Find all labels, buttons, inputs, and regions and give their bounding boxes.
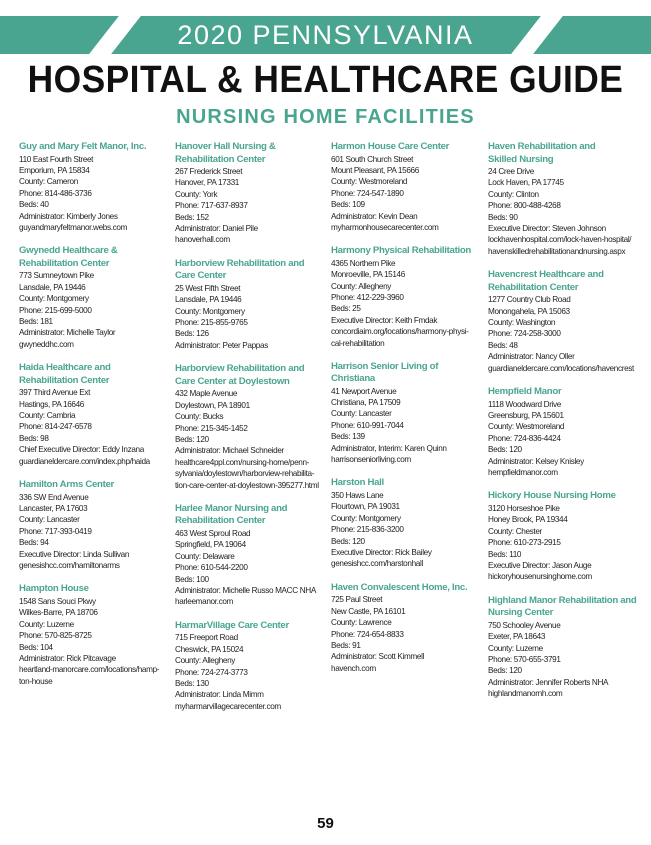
facility-detail: heartland-manorcare.com/locations/hamp- bbox=[19, 665, 160, 675]
facility-detail: Phone: 215-836-3200 bbox=[331, 525, 404, 535]
facility-entry bbox=[488, 269, 638, 374]
facility-detail: 110 East Fourth Street bbox=[19, 154, 94, 164]
facility-detail: hempfieldmanor.com bbox=[488, 468, 558, 478]
facility-detail: myharmarvillagecarecenter.com bbox=[175, 701, 281, 711]
facility-detail: County: Montgomery bbox=[331, 513, 401, 523]
facility-name: Haven Convalescent Home, Inc. bbox=[331, 581, 468, 593]
facility-detail: Administrator: Michael Schneider bbox=[175, 446, 284, 456]
column-2 bbox=[175, 141, 325, 724]
facility-detail: guyandmaryfeltmanor.webs.com bbox=[19, 222, 128, 232]
facility-detail: Lancaster, PA 17603 bbox=[19, 503, 88, 513]
facility-detail: sylvania/doylestown/harborview-rehabilita- bbox=[175, 469, 315, 479]
facility-detail: 463 West Sproul Road bbox=[175, 528, 251, 538]
facility-detail: Chief Executive Director: Eddy Inzana bbox=[19, 445, 144, 455]
facility-detail: Phone: 814-486-3736 bbox=[19, 188, 92, 198]
facility-detail: County: Montgomery bbox=[175, 306, 245, 316]
facility-detail: 4365 Northern Pike bbox=[331, 258, 396, 268]
facility-detail: lockhavenhospital.com/lock-haven-hospital/ bbox=[488, 235, 632, 245]
facility-detail: 1548 Sans Souci Pkwy bbox=[19, 596, 96, 606]
facility-detail: Beds: 98 bbox=[19, 433, 49, 443]
facility-detail: 1118 Woodward Drive bbox=[488, 399, 561, 409]
facility-name: Care Center at Doylestown bbox=[175, 375, 290, 387]
facility-detail: Greensburg, PA 15601 bbox=[488, 411, 564, 420]
facility-name: Hampton House bbox=[19, 583, 89, 595]
facility-detail: 773 Sumneytown Pike bbox=[19, 271, 94, 281]
facility-detail: County: Washington bbox=[488, 318, 556, 328]
facility-detail: New Castle, PA 16101 bbox=[331, 606, 406, 616]
facility-entry bbox=[175, 141, 325, 246]
facility-entry bbox=[175, 363, 325, 491]
facility-name: Highland Manor Rehabilitation and bbox=[488, 594, 637, 606]
facility-entry bbox=[331, 477, 481, 569]
facility-detail: Administrator: Michelle Taylor bbox=[19, 328, 116, 338]
facility-detail: Phone: 610-544-2200 bbox=[175, 563, 248, 573]
facility-name: Haida Healthcare and bbox=[19, 362, 111, 374]
facility-detail: County: York bbox=[175, 189, 218, 199]
facility-detail: Lock Haven, PA 17745 bbox=[488, 178, 564, 188]
facility-name: Skilled Nursing bbox=[488, 153, 554, 165]
facility-detail: Phone: 724-654-8833 bbox=[331, 629, 404, 639]
facility-detail: Wilkes-Barre, PA 18706 bbox=[19, 608, 98, 618]
facility-detail: Beds: 120 bbox=[331, 536, 365, 546]
facility-name: Hanover Hall Nursing & bbox=[175, 141, 276, 152]
facility-detail: County: Clinton bbox=[488, 189, 539, 199]
facility-detail: highlandmanornh.com bbox=[488, 689, 563, 699]
facility-name: Rehabilitation Center bbox=[19, 374, 110, 386]
facility-name: Rehabilitation Center bbox=[19, 257, 110, 269]
facility-detail: Hastings, PA 16646 bbox=[19, 399, 85, 409]
facility-detail: Doylestown, PA 18901 bbox=[175, 400, 250, 410]
facility-detail: guardianeldercare.com/index.php/haida bbox=[19, 456, 150, 466]
facility-detail: 41 Newport Avenue bbox=[331, 386, 397, 396]
page-title: HOSPITAL & HEALTHCARE GUIDE bbox=[27, 59, 624, 101]
facility-name: Haven Rehabilitation and bbox=[488, 141, 596, 152]
facility-detail: Flourtown, PA 19031 bbox=[331, 502, 400, 512]
facility-detail: Lansdale, PA 19446 bbox=[175, 295, 242, 305]
facility-detail: healthcare4ppl.com/nursing-home/penn- bbox=[175, 457, 310, 467]
facility-detail: harrisonseniorliving.com bbox=[331, 455, 411, 465]
facility-name: Rehabilitation Center bbox=[175, 515, 266, 527]
facility-detail: Administrator: Kelsey Knisley bbox=[488, 456, 584, 466]
facility-detail: Executive Director: Keith Fmdak bbox=[331, 315, 438, 325]
column-3 bbox=[331, 141, 481, 686]
facility-detail: Administrator: Daniel Pile bbox=[175, 224, 258, 234]
facility-detail: County: Delaware bbox=[175, 551, 235, 561]
facility-detail: Phone: 717-393-0419 bbox=[19, 526, 92, 536]
facility-detail: County: Montgomery bbox=[19, 294, 89, 304]
facility-detail: County: Lawrence bbox=[331, 618, 392, 628]
facility-detail: Administrator: Rick Pitcavage bbox=[19, 653, 116, 663]
facility-detail: Executive Director: Linda Sullivan bbox=[19, 549, 130, 559]
facility-listing bbox=[0, 141, 651, 821]
facility-entry bbox=[331, 361, 481, 465]
facility-detail: County: Bucks bbox=[175, 412, 224, 422]
facility-detail: Beds: 100 bbox=[175, 574, 209, 584]
facility-detail: Administrator, Interim: Karen Quinn bbox=[331, 443, 447, 453]
facility-entry bbox=[175, 258, 325, 351]
section-subtitle: NURSING HOME FACILITIES bbox=[176, 106, 475, 128]
facility-detail: County: Lancaster bbox=[19, 515, 80, 525]
facility-detail: Administrator: Peter Pappas bbox=[175, 340, 268, 350]
facility-detail: Beds: 181 bbox=[19, 316, 53, 326]
facility-name: Harborview Rehabilitation and bbox=[175, 257, 305, 269]
facility-entry bbox=[488, 141, 638, 257]
facility-detail: Emporium, PA 15834 bbox=[19, 165, 90, 175]
facility-name: Hamilton Arms Center bbox=[19, 479, 114, 491]
facility-detail: Beds: 40 bbox=[19, 200, 49, 210]
facility-detail: myharmonhousecarecenter.com bbox=[331, 222, 439, 232]
facility-detail: hickoryhousenursinghome.com bbox=[488, 572, 592, 582]
facility-detail: County: Westmoreland bbox=[331, 177, 408, 187]
facility-detail: Beds: 130 bbox=[175, 678, 209, 688]
facility-detail: Beds: 152 bbox=[175, 212, 209, 222]
facility-detail: County: Cameron bbox=[19, 177, 78, 187]
facility-name: HarmarVillage Care Center bbox=[175, 619, 289, 631]
facility-detail: Beds: 104 bbox=[19, 642, 53, 652]
facility-detail: County: Lancaster bbox=[331, 409, 392, 419]
facility-entry bbox=[331, 141, 481, 233]
facility-detail: Beds: 110 bbox=[488, 549, 522, 559]
facility-entry bbox=[19, 141, 169, 233]
facility-detail: Beds: 139 bbox=[331, 432, 365, 442]
facility-detail: tion-care-center-at-doylestown-395277.html bbox=[175, 480, 319, 490]
facility-detail: Phone: 570-825-8725 bbox=[19, 631, 92, 641]
facility-detail: Administrator: Scott Kimmell bbox=[331, 652, 425, 662]
facility-detail: Cheswick, PA 15024 bbox=[175, 644, 244, 654]
facility-detail: Phone: 610-991-7044 bbox=[331, 420, 404, 430]
facility-detail: Springfield, PA 19064 bbox=[175, 540, 246, 550]
facility-name: Rehabilitation Center bbox=[175, 153, 266, 165]
facility-name: Harmon House Care Center bbox=[331, 141, 450, 152]
column-4 bbox=[488, 141, 638, 712]
facility-detail: Beds: 120 bbox=[175, 434, 209, 444]
facility-detail: Phone: 215-345-1452 bbox=[175, 423, 248, 433]
facility-detail: County: Luzerne bbox=[488, 643, 543, 653]
facility-entry bbox=[331, 245, 481, 349]
facility-detail: gwyneddhc.com bbox=[19, 339, 74, 349]
facility-name: Harmony Physical Rehabilitation bbox=[331, 245, 471, 257]
facility-name: Havencrest Healthcare and bbox=[488, 269, 604, 281]
facility-detail: hanoverhall.com bbox=[175, 235, 230, 245]
facility-name: Harston Hall bbox=[331, 477, 384, 489]
facility-detail: Beds: 126 bbox=[175, 329, 209, 339]
facility-detail: Mount Pleasant, PA 15666 bbox=[331, 165, 419, 175]
facility-detail: harleemanor.com bbox=[175, 597, 234, 607]
facility-detail: Executive Director: Rick Bailey bbox=[331, 547, 432, 557]
facility-detail: 24 Cree Drive bbox=[488, 167, 534, 176]
facility-detail: County: Luzerne bbox=[19, 619, 74, 629]
facility-detail: ton-house bbox=[19, 676, 53, 686]
facility-detail: 1277 Country Club Road bbox=[488, 295, 571, 305]
facility-detail: Beds: 120 bbox=[488, 445, 522, 455]
facility-detail: Honey Brook, PA 19344 bbox=[488, 515, 568, 525]
facility-detail: Administrator: Jennifer Roberts NHA bbox=[488, 677, 609, 687]
facility-detail: Beds: 25 bbox=[331, 304, 361, 314]
banner-title: 2020 PENNSYLVANIA bbox=[177, 20, 474, 50]
facility-entry bbox=[488, 386, 638, 478]
facility-detail: Phone: 717-637-8937 bbox=[175, 201, 248, 211]
facility-name: Nursing Center bbox=[488, 607, 554, 619]
facility-detail: genesishcc.com/hamiltonarms bbox=[19, 560, 120, 570]
facility-name: Harborview Rehabilitation and bbox=[175, 363, 305, 375]
facility-entry bbox=[19, 479, 169, 571]
facility-detail: Phone: 724-274-3773 bbox=[175, 667, 248, 677]
facility-name: Gwynedd Healthcare & bbox=[19, 245, 118, 257]
facility-detail: havench.com bbox=[331, 663, 376, 673]
facility-detail: Phone: 724-258-3000 bbox=[488, 329, 561, 339]
facility-detail: Beds: 109 bbox=[331, 200, 365, 210]
facility-detail: Monroeville, PA 15146 bbox=[331, 270, 405, 280]
facility-detail: 3120 Horseshoe Pike bbox=[488, 503, 560, 513]
facility-entry bbox=[175, 503, 325, 608]
column-1 bbox=[19, 141, 169, 699]
facility-detail: Christiana, PA 17509 bbox=[331, 398, 401, 407]
facility-name: Harlee Manor Nursing and bbox=[175, 502, 288, 514]
facility-entry bbox=[331, 582, 481, 674]
facility-detail: 267 Frederick Street bbox=[175, 167, 243, 176]
facility-detail: County: Cambria bbox=[19, 411, 76, 420]
facility-detail: 715 Freeport Road bbox=[175, 633, 238, 643]
facility-detail: Lansdale, PA 19446 bbox=[19, 282, 86, 292]
facility-detail: Executive Director: Jason Auge bbox=[488, 560, 592, 570]
facility-entry bbox=[175, 620, 325, 712]
facility-detail: Beds: 48 bbox=[488, 340, 518, 350]
facility-detail: Monongahela, PA 15063 bbox=[488, 306, 570, 316]
facility-detail: 350 Haws Lane bbox=[331, 490, 384, 500]
facility-detail: Beds: 91 bbox=[331, 640, 361, 650]
facility-detail: havenskilledrehabilitationandnursing.aspx bbox=[488, 246, 626, 256]
facility-detail: concordiaim.org/locations/harmony-physi- bbox=[331, 327, 469, 337]
facility-detail: Administrator: Kevin Dean bbox=[331, 211, 418, 221]
facility-detail: County: Allegheny bbox=[175, 656, 236, 666]
facility-detail: County: Westmoreland bbox=[488, 422, 565, 432]
facility-detail: Phone: 610-273-2915 bbox=[488, 538, 561, 548]
facility-detail: Administrator: Kimberly Jones bbox=[19, 211, 118, 221]
facility-name: Harrison Senior Living of Christiana bbox=[331, 361, 439, 385]
facility-name: Hickory House Nursing Home bbox=[488, 490, 616, 502]
facility-detail: 750 Schooley Avenue bbox=[488, 620, 561, 630]
facility-entry bbox=[19, 583, 169, 687]
facility-detail: Beds: 120 bbox=[488, 666, 522, 676]
facility-detail: Beds: 90 bbox=[488, 212, 518, 222]
facility-detail: 432 Maple Avenue bbox=[175, 389, 238, 399]
facility-detail: Phone: 724-836-4424 bbox=[488, 433, 561, 443]
page-number: 59 bbox=[317, 815, 334, 832]
facility-detail: Exeter, PA 18643 bbox=[488, 632, 546, 642]
facility-name: Guy and Mary Felt Manor, Inc. bbox=[19, 141, 147, 152]
facility-detail: Administrator: Nancy Oller bbox=[488, 352, 575, 362]
facility-detail: County: Allegheny bbox=[331, 281, 392, 291]
facility-detail: cal-rehabilitation bbox=[331, 338, 385, 348]
facility-detail: 397 Third Avenue Ext bbox=[19, 388, 90, 398]
facility-detail: Phone: 215-699-5000 bbox=[19, 305, 92, 315]
facility-detail: 601 South Church Street bbox=[331, 154, 414, 164]
facility-detail: Phone: 814-247-6578 bbox=[19, 422, 92, 432]
facility-detail: 336 SW End Avenue bbox=[19, 492, 89, 502]
facility-detail: Phone: 800-488-4268 bbox=[488, 201, 561, 211]
facility-name: Rehabilitation Center bbox=[488, 281, 579, 293]
facility-detail: genesishcc.com/harstonhall bbox=[331, 559, 423, 569]
facility-detail: guardianeldercare.com/locations/havencrest bbox=[488, 363, 634, 373]
facility-detail: Administrator: Linda Mimm bbox=[175, 690, 264, 700]
facility-detail: Phone: 570-655-3791 bbox=[488, 655, 561, 664]
facility-detail: Beds: 94 bbox=[19, 538, 49, 548]
facility-detail: County: Chester bbox=[488, 526, 542, 536]
facility-detail: Hanover, PA 17331 bbox=[175, 178, 239, 188]
facility-detail: 725 Paul Street bbox=[331, 595, 383, 605]
facility-detail: Phone: 412-229-3960 bbox=[331, 293, 404, 303]
facility-entry bbox=[19, 245, 169, 350]
facility-name: Hempfield Manor bbox=[488, 386, 562, 398]
facility-entry bbox=[488, 595, 638, 700]
facility-detail: Administrator: Michelle Russo MACC NHA bbox=[175, 585, 316, 595]
facility-entry bbox=[488, 490, 638, 582]
facility-detail: 25 West Fifth Street bbox=[175, 283, 241, 293]
facility-detail: Phone: 215-855-9765 bbox=[175, 318, 248, 328]
facility-detail: Phone: 724-547-1890 bbox=[331, 188, 404, 198]
facility-detail: Executive Director: Steven Johnson bbox=[488, 224, 606, 234]
facility-entry bbox=[19, 362, 169, 467]
facility-name: Care Center bbox=[175, 270, 227, 282]
